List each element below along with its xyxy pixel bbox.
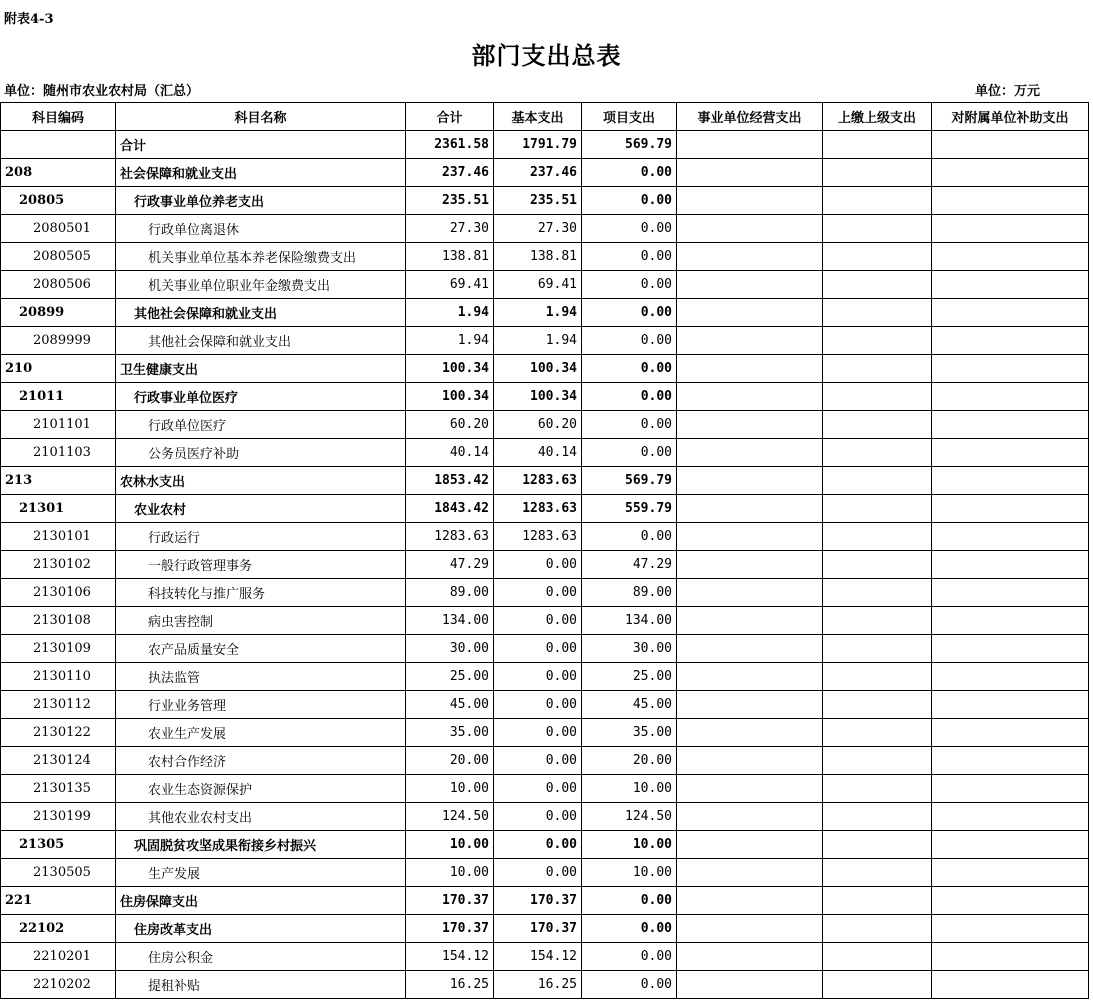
cell-business xyxy=(677,747,823,775)
header-remit: 上缴上级支出 xyxy=(823,103,932,131)
table-row xyxy=(1,495,1089,523)
cell-total: 2361.58 xyxy=(406,131,494,159)
cell-subsidy xyxy=(932,327,1089,355)
cell-code: 22102 xyxy=(1,915,116,943)
cell-remit xyxy=(823,579,932,607)
cell-subsidy xyxy=(932,719,1089,747)
cell-business xyxy=(677,243,823,271)
cell-code: 2130108 xyxy=(1,607,116,635)
unit-currency: 单位：万元 xyxy=(975,84,1041,99)
cell-project: 0.00 xyxy=(582,383,677,411)
header-name: 科目名称 xyxy=(116,103,406,131)
cell-code: 2130199 xyxy=(1,803,116,831)
cell-remit xyxy=(823,663,932,691)
cell-name: 农业生态资源保护 xyxy=(116,775,406,803)
cell-total: 25.00 xyxy=(406,663,494,691)
cell-code: 2210201 xyxy=(1,943,116,971)
cell-basic: 138.81 xyxy=(494,243,582,271)
table-row xyxy=(1,215,1089,243)
cell-project: 0.00 xyxy=(582,243,677,271)
cell-code: 2080501 xyxy=(1,215,116,243)
cell-name: 行政单位离退休 xyxy=(116,215,406,243)
cell-basic: 0.00 xyxy=(494,803,582,831)
cell-subsidy xyxy=(932,495,1089,523)
cell-name: 行业业务管理 xyxy=(116,691,406,719)
cell-subsidy xyxy=(932,635,1089,663)
cell-project: 0.00 xyxy=(582,215,677,243)
unit-organization: 单位：随州市农业农村局（汇总） xyxy=(4,84,200,99)
cell-business xyxy=(677,355,823,383)
cell-basic: 0.00 xyxy=(494,775,582,803)
cell-project: 25.00 xyxy=(582,663,677,691)
cell-basic: 0.00 xyxy=(494,719,582,747)
cell-code: 221 xyxy=(1,887,116,915)
cell-project: 569.79 xyxy=(582,131,677,159)
table-row xyxy=(1,551,1089,579)
cell-code: 2101103 xyxy=(1,439,116,467)
cell-basic: 40.14 xyxy=(494,439,582,467)
cell-subsidy xyxy=(932,187,1089,215)
header-subsidy: 对附属单位补助支出 xyxy=(932,103,1089,131)
cell-remit xyxy=(823,299,932,327)
cell-name: 农产品质量安全 xyxy=(116,635,406,663)
cell-business xyxy=(677,831,823,859)
cell-remit xyxy=(823,523,932,551)
cell-total: 60.20 xyxy=(406,411,494,439)
cell-subsidy xyxy=(932,467,1089,495)
cell-total: 10.00 xyxy=(406,859,494,887)
cell-business xyxy=(677,383,823,411)
cell-name: 提租补贴 xyxy=(116,971,406,999)
cell-code: 2130101 xyxy=(1,523,116,551)
cell-name: 机关事业单位职业年金缴费支出 xyxy=(116,271,406,299)
cell-business xyxy=(677,411,823,439)
cell-project: 47.29 xyxy=(582,551,677,579)
cell-name: 农业生产发展 xyxy=(116,719,406,747)
table-row xyxy=(1,131,1089,159)
cell-remit xyxy=(823,383,932,411)
cell-name: 机关事业单位基本养老保险缴费支出 xyxy=(116,243,406,271)
cell-subsidy xyxy=(932,523,1089,551)
cell-project: 0.00 xyxy=(582,271,677,299)
cell-basic: 170.37 xyxy=(494,915,582,943)
cell-subsidy xyxy=(932,159,1089,187)
cell-business xyxy=(677,915,823,943)
cell-code: 20899 xyxy=(1,299,116,327)
cell-remit xyxy=(823,635,932,663)
cell-basic: 0.00 xyxy=(494,859,582,887)
table-row xyxy=(1,915,1089,943)
cell-total: 138.81 xyxy=(406,243,494,271)
cell-remit xyxy=(823,943,932,971)
cell-remit xyxy=(823,439,932,467)
table-row xyxy=(1,691,1089,719)
table-row xyxy=(1,327,1089,355)
table-row xyxy=(1,579,1089,607)
cell-business xyxy=(677,187,823,215)
cell-basic: 16.25 xyxy=(494,971,582,999)
cell-project: 124.50 xyxy=(582,803,677,831)
table-row xyxy=(1,747,1089,775)
cell-code: 2210202 xyxy=(1,971,116,999)
cell-total: 27.30 xyxy=(406,215,494,243)
cell-business xyxy=(677,719,823,747)
cell-basic: 154.12 xyxy=(494,943,582,971)
cell-name: 其他社会保障和就业支出 xyxy=(116,327,406,355)
cell-project: 20.00 xyxy=(582,747,677,775)
cell-name: 巩固脱贫攻坚成果衔接乡村振兴 xyxy=(116,831,406,859)
cell-code: 2089999 xyxy=(1,327,116,355)
cell-remit xyxy=(823,131,932,159)
cell-subsidy xyxy=(932,775,1089,803)
cell-total: 154.12 xyxy=(406,943,494,971)
cell-name: 其他社会保障和就业支出 xyxy=(116,299,406,327)
cell-remit xyxy=(823,243,932,271)
cell-subsidy xyxy=(932,691,1089,719)
cell-total: 100.34 xyxy=(406,383,494,411)
cell-name: 一般行政管理事务 xyxy=(116,551,406,579)
cell-basic: 235.51 xyxy=(494,187,582,215)
cell-total: 235.51 xyxy=(406,187,494,215)
cell-name: 执法监管 xyxy=(116,663,406,691)
page-title: 部门支出总表 xyxy=(471,41,622,70)
table-row xyxy=(1,411,1089,439)
table-header-row xyxy=(1,103,1089,131)
cell-business xyxy=(677,467,823,495)
cell-subsidy xyxy=(932,551,1089,579)
cell-code: 2080506 xyxy=(1,271,116,299)
cell-total: 124.50 xyxy=(406,803,494,831)
cell-business xyxy=(677,159,823,187)
cell-subsidy xyxy=(932,971,1089,999)
header-total: 合计 xyxy=(406,103,494,131)
cell-business xyxy=(677,523,823,551)
cell-basic: 0.00 xyxy=(494,831,582,859)
cell-total: 170.37 xyxy=(406,915,494,943)
cell-name: 社会保障和就业支出 xyxy=(116,159,406,187)
cell-remit xyxy=(823,691,932,719)
cell-code: 21011 xyxy=(1,383,116,411)
cell-code: 2130122 xyxy=(1,719,116,747)
table-row xyxy=(1,971,1089,999)
cell-basic: 1.94 xyxy=(494,299,582,327)
cell-total: 100.34 xyxy=(406,355,494,383)
cell-business xyxy=(677,271,823,299)
cell-remit xyxy=(823,411,932,439)
cell-name: 合计 xyxy=(116,131,406,159)
cell-business xyxy=(677,439,823,467)
table-row xyxy=(1,439,1089,467)
table-row xyxy=(1,383,1089,411)
cell-basic: 1283.63 xyxy=(494,495,582,523)
cell-code: 210 xyxy=(1,355,116,383)
cell-name: 农村合作经济 xyxy=(116,747,406,775)
cell-basic: 69.41 xyxy=(494,271,582,299)
cell-subsidy xyxy=(932,215,1089,243)
cell-subsidy xyxy=(932,663,1089,691)
cell-remit xyxy=(823,775,932,803)
cell-basic: 27.30 xyxy=(494,215,582,243)
cell-total: 10.00 xyxy=(406,831,494,859)
header-code: 科目编码 xyxy=(1,103,116,131)
cell-subsidy xyxy=(932,607,1089,635)
cell-code: 2130102 xyxy=(1,551,116,579)
cell-total: 20.00 xyxy=(406,747,494,775)
cell-business xyxy=(677,215,823,243)
cell-basic: 1.94 xyxy=(494,327,582,355)
cell-remit xyxy=(823,887,932,915)
cell-project: 10.00 xyxy=(582,775,677,803)
cell-business xyxy=(677,579,823,607)
cell-total: 1853.42 xyxy=(406,467,494,495)
cell-subsidy xyxy=(932,299,1089,327)
cell-total: 1283.63 xyxy=(406,523,494,551)
cell-subsidy xyxy=(932,439,1089,467)
cell-basic: 1283.63 xyxy=(494,523,582,551)
table-row xyxy=(1,299,1089,327)
cell-business xyxy=(677,635,823,663)
cell-code xyxy=(1,131,116,159)
cell-name: 农林水支出 xyxy=(116,467,406,495)
header-project: 项目支出 xyxy=(582,103,677,131)
cell-basic: 1283.63 xyxy=(494,467,582,495)
cell-total: 1843.42 xyxy=(406,495,494,523)
cell-project: 0.00 xyxy=(582,915,677,943)
cell-name: 卫生健康支出 xyxy=(116,355,406,383)
cell-total: 10.00 xyxy=(406,775,494,803)
cell-business xyxy=(677,691,823,719)
cell-business xyxy=(677,971,823,999)
cell-remit xyxy=(823,803,932,831)
cell-project: 89.00 xyxy=(582,579,677,607)
cell-business xyxy=(677,943,823,971)
cell-subsidy xyxy=(932,243,1089,271)
cell-total: 45.00 xyxy=(406,691,494,719)
cell-project: 0.00 xyxy=(582,971,677,999)
cell-project: 0.00 xyxy=(582,523,677,551)
table-row xyxy=(1,719,1089,747)
table-row xyxy=(1,271,1089,299)
cell-project: 0.00 xyxy=(582,887,677,915)
cell-business xyxy=(677,299,823,327)
cell-total: 1.94 xyxy=(406,299,494,327)
cell-code: 20805 xyxy=(1,187,116,215)
cell-subsidy xyxy=(932,271,1089,299)
cell-project: 30.00 xyxy=(582,635,677,663)
table-row xyxy=(1,943,1089,971)
cell-remit xyxy=(823,355,932,383)
cell-code: 2080505 xyxy=(1,243,116,271)
cell-basic: 0.00 xyxy=(494,663,582,691)
header-business: 事业单位经营支出 xyxy=(677,103,823,131)
cell-subsidy xyxy=(932,131,1089,159)
cell-business xyxy=(677,887,823,915)
cell-subsidy xyxy=(932,411,1089,439)
table-row xyxy=(1,775,1089,803)
cell-basic: 0.00 xyxy=(494,635,582,663)
cell-remit xyxy=(823,859,932,887)
cell-code: 208 xyxy=(1,159,116,187)
cell-total: 35.00 xyxy=(406,719,494,747)
table-row xyxy=(1,887,1089,915)
cell-code: 21301 xyxy=(1,495,116,523)
cell-project: 134.00 xyxy=(582,607,677,635)
cell-business xyxy=(677,803,823,831)
cell-remit xyxy=(823,159,932,187)
cell-name: 科技转化与推广服务 xyxy=(116,579,406,607)
cell-business xyxy=(677,327,823,355)
cell-remit xyxy=(823,467,932,495)
cell-total: 16.25 xyxy=(406,971,494,999)
cell-subsidy xyxy=(932,831,1089,859)
cell-business xyxy=(677,607,823,635)
table-row xyxy=(1,159,1089,187)
cell-subsidy xyxy=(932,887,1089,915)
cell-name: 公务员医疗补助 xyxy=(116,439,406,467)
cell-basic: 0.00 xyxy=(494,691,582,719)
cell-subsidy xyxy=(932,355,1089,383)
cell-total: 89.00 xyxy=(406,579,494,607)
cell-remit xyxy=(823,551,932,579)
cell-remit xyxy=(823,187,932,215)
cell-basic: 60.20 xyxy=(494,411,582,439)
cell-subsidy xyxy=(932,803,1089,831)
cell-total: 30.00 xyxy=(406,635,494,663)
cell-total: 170.37 xyxy=(406,887,494,915)
annex-label: 附表4-3 xyxy=(4,12,54,27)
cell-basic: 0.00 xyxy=(494,579,582,607)
cell-subsidy xyxy=(932,915,1089,943)
cell-remit xyxy=(823,971,932,999)
cell-project: 0.00 xyxy=(582,327,677,355)
cell-name: 行政单位医疗 xyxy=(116,411,406,439)
cell-basic: 100.34 xyxy=(494,383,582,411)
cell-basic: 1791.79 xyxy=(494,131,582,159)
cell-name: 住房保障支出 xyxy=(116,887,406,915)
cell-business xyxy=(677,859,823,887)
table-row xyxy=(1,523,1089,551)
cell-project: 0.00 xyxy=(582,439,677,467)
cell-project: 0.00 xyxy=(582,299,677,327)
cell-subsidy xyxy=(932,859,1089,887)
cell-total: 47.29 xyxy=(406,551,494,579)
cell-basic: 0.00 xyxy=(494,747,582,775)
cell-project: 0.00 xyxy=(582,187,677,215)
cell-code: 21305 xyxy=(1,831,116,859)
cell-remit xyxy=(823,495,932,523)
cell-total: 134.00 xyxy=(406,607,494,635)
cell-code: 2130505 xyxy=(1,859,116,887)
cell-basic: 170.37 xyxy=(494,887,582,915)
cell-total: 69.41 xyxy=(406,271,494,299)
cell-project: 10.00 xyxy=(582,859,677,887)
cell-remit xyxy=(823,915,932,943)
cell-project: 0.00 xyxy=(582,411,677,439)
cell-name: 住房公积金 xyxy=(116,943,406,971)
cell-basic: 0.00 xyxy=(494,607,582,635)
cell-remit xyxy=(823,327,932,355)
cell-business xyxy=(677,131,823,159)
cell-name: 农业农村 xyxy=(116,495,406,523)
cell-name: 病虫害控制 xyxy=(116,607,406,635)
cell-remit xyxy=(823,215,932,243)
cell-code: 2130112 xyxy=(1,691,116,719)
cell-code: 2101101 xyxy=(1,411,116,439)
cell-code: 2130109 xyxy=(1,635,116,663)
table-row xyxy=(1,831,1089,859)
cell-total: 237.46 xyxy=(406,159,494,187)
cell-name: 行政事业单位医疗 xyxy=(116,383,406,411)
table-row xyxy=(1,187,1089,215)
table-row xyxy=(1,355,1089,383)
cell-project: 0.00 xyxy=(582,355,677,383)
cell-name: 住房改革支出 xyxy=(116,915,406,943)
cell-name: 行政事业单位养老支出 xyxy=(116,187,406,215)
cell-business xyxy=(677,663,823,691)
cell-business xyxy=(677,495,823,523)
expenditure-table xyxy=(0,102,1089,999)
table-row xyxy=(1,859,1089,887)
cell-code: 213 xyxy=(1,467,116,495)
cell-project: 45.00 xyxy=(582,691,677,719)
cell-remit xyxy=(823,719,932,747)
table-row xyxy=(1,243,1089,271)
cell-total: 1.94 xyxy=(406,327,494,355)
cell-code: 2130110 xyxy=(1,663,116,691)
cell-basic: 100.34 xyxy=(494,355,582,383)
table-row xyxy=(1,663,1089,691)
header-basic: 基本支出 xyxy=(494,103,582,131)
cell-basic: 237.46 xyxy=(494,159,582,187)
cell-project: 35.00 xyxy=(582,719,677,747)
cell-subsidy xyxy=(932,579,1089,607)
cell-remit xyxy=(823,607,932,635)
cell-project: 0.00 xyxy=(582,159,677,187)
cell-subsidy xyxy=(932,383,1089,411)
cell-remit xyxy=(823,271,932,299)
cell-code: 2130106 xyxy=(1,579,116,607)
cell-subsidy xyxy=(932,943,1089,971)
table-row xyxy=(1,635,1089,663)
cell-remit xyxy=(823,747,932,775)
cell-project: 10.00 xyxy=(582,831,677,859)
cell-name: 生产发展 xyxy=(116,859,406,887)
cell-remit xyxy=(823,831,932,859)
table-body xyxy=(1,131,1089,999)
cell-business xyxy=(677,775,823,803)
cell-business xyxy=(677,551,823,579)
table-row xyxy=(1,803,1089,831)
cell-code: 2130135 xyxy=(1,775,116,803)
cell-total: 40.14 xyxy=(406,439,494,467)
cell-subsidy xyxy=(932,747,1089,775)
cell-name: 其他农业农村支出 xyxy=(116,803,406,831)
cell-project: 569.79 xyxy=(582,467,677,495)
table-row xyxy=(1,607,1089,635)
table-row xyxy=(1,467,1089,495)
cell-project: 559.79 xyxy=(582,495,677,523)
cell-name: 行政运行 xyxy=(116,523,406,551)
cell-project: 0.00 xyxy=(582,943,677,971)
cell-basic: 0.00 xyxy=(494,551,582,579)
cell-code: 2130124 xyxy=(1,747,116,775)
